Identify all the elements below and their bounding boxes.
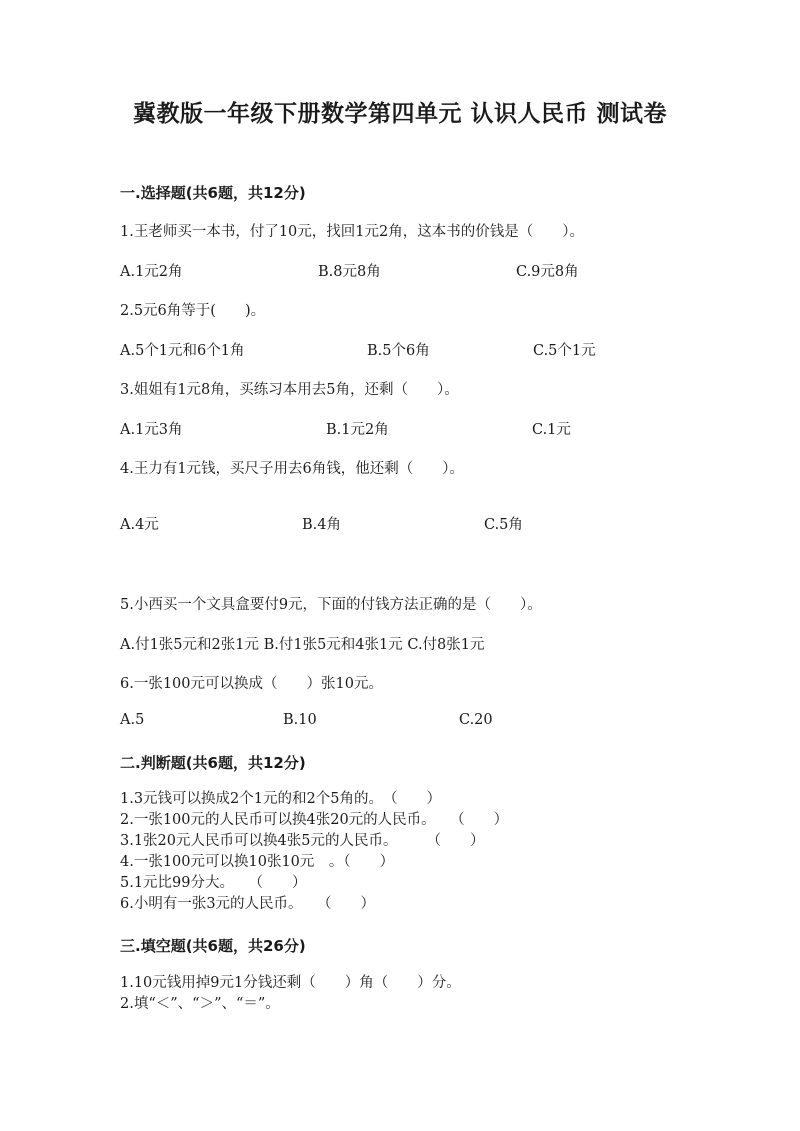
question-1-option-c: C.9元8角: [516, 264, 579, 280]
question-6-option-c: C.20: [459, 712, 493, 728]
question-6-option-a: A.5: [120, 712, 145, 728]
fill-blank-item-1: 1.10元钱用掉9元1分钱还剩（ ）角（ ）分。: [120, 975, 461, 991]
question-1-stem: 1.王老师买一本书，付了10元，找回1元2角，这本书的价钱是（ ）。: [120, 224, 584, 240]
question-2-option-a: A.5个1元和6个1角: [120, 343, 245, 359]
question-6-option-b: B.10: [283, 712, 317, 728]
question-1-option-a: A.1元2角: [120, 264, 183, 280]
question-4-option-a: A.4元: [120, 517, 159, 533]
judgement-item-5: 5.1元比99分大。 （ ）: [120, 875, 307, 891]
section-heading-choice: 一.选择题(共6题，共12分): [120, 184, 306, 202]
page-title: 冀教版一年级下册数学第四单元 认识人民币 测试卷: [132, 101, 667, 127]
question-3-option-a: A.1元3角: [120, 422, 183, 438]
judgement-item-2: 2.一张100元的人民币可以换4张20元的人民币。 （ ）: [120, 812, 509, 828]
question-4-option-c: C.5角: [484, 517, 523, 533]
question-5-options: A.付1张5元和2张1元 B.付1张5元和4张1元 C.付8张1元: [120, 637, 485, 653]
section-heading-judgement: 二.判断题(共6题，共12分): [120, 754, 306, 772]
question-3-option-b: B.1元2角: [326, 422, 389, 438]
question-6-stem: 6.一张100元可以换成（ ）张10元。: [120, 676, 383, 692]
judgement-item-4: 4.一张100元可以换10张10元 。（ ）: [120, 854, 395, 870]
question-5-stem: 5.小西买一个文具盒要付9元，下面的付钱方法正确的是（ ）。: [120, 597, 542, 613]
judgement-item-6: 6.小明有一张3元的人民币。 （ ）: [120, 896, 376, 912]
judgement-item-1: 1.3元钱可以换成2个1元的和2个5角的。 （ ）: [120, 791, 441, 807]
section-heading-fill-blank: 三.填空题(共6题，共26分): [120, 937, 306, 955]
question-3-stem: 3.姐姐有1元8角，买练习本用去5角，还剩（ ）。: [120, 382, 459, 398]
question-3-option-c: C.1元: [532, 422, 571, 438]
question-4-option-b: B.4角: [302, 517, 341, 533]
fill-blank-item-2: 2.填“＜”、“＞”、“＝”。: [120, 996, 280, 1012]
question-1-option-b: B.8元8角: [318, 264, 381, 280]
question-4-stem: 4.王力有1元钱，买尺子用去6角钱，他还剩（ ）。: [120, 461, 465, 477]
question-2-option-c: C.5个1元: [533, 343, 596, 359]
question-2-stem: 2.5元6角等于( )。: [120, 303, 266, 319]
judgement-item-3: 3.1张20元人民币可以换4张5元的人民币。 （ ）: [120, 833, 485, 849]
question-2-option-b: B.5个6角: [367, 343, 430, 359]
